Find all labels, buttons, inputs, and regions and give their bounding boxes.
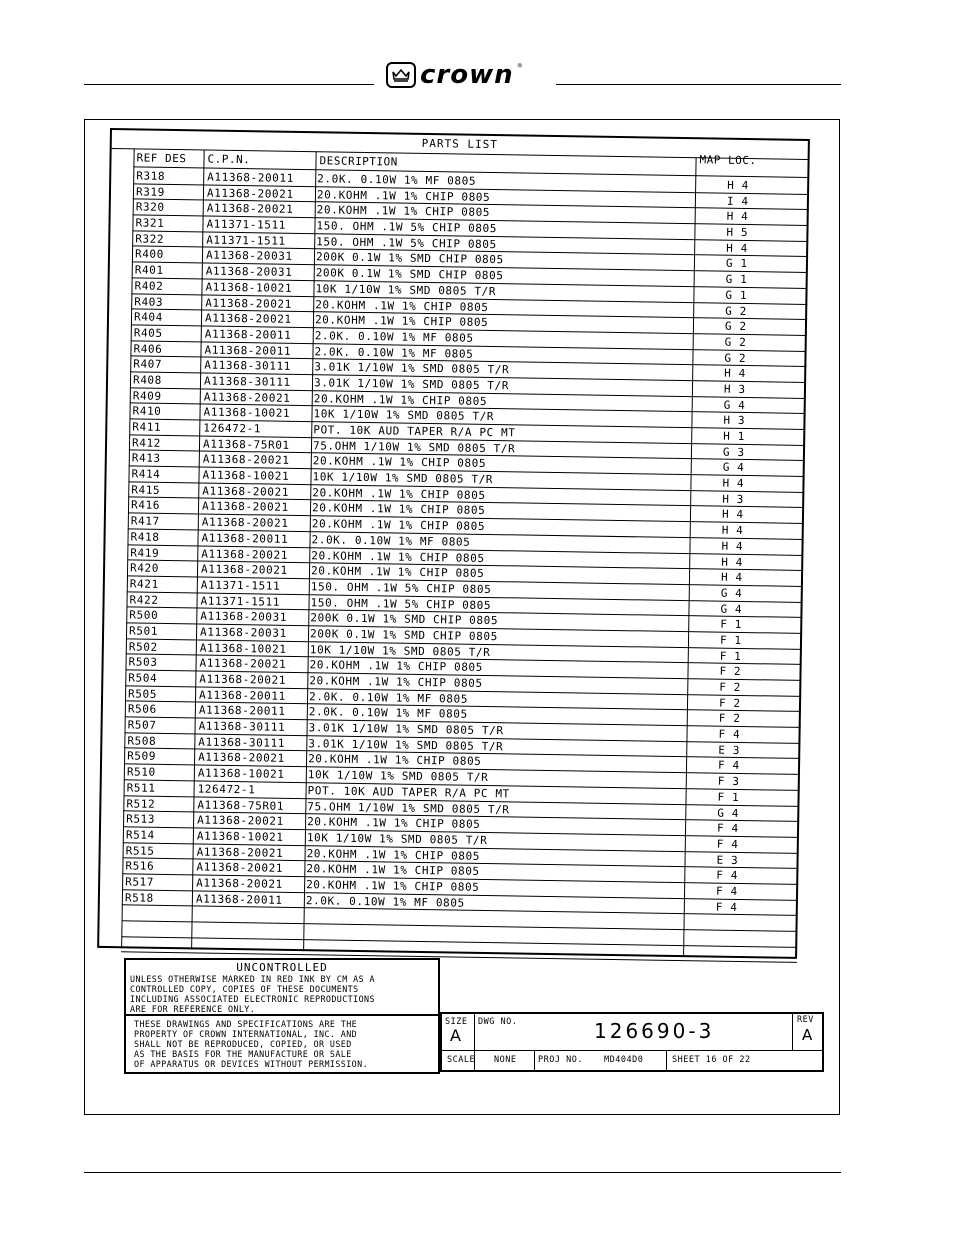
uncontrolled-line: INCLUDING ASSOCIATED ELECTRONIC REPRODUCTIONS (130, 994, 375, 1004)
ref-des-cell: R516 (125, 859, 155, 874)
cpn-cell: A11368-20021 (196, 845, 284, 860)
uncontrolled-line: CONTROLLED COPY, COPIES OF THESE DOCUMENTS (130, 984, 359, 994)
description-cell: 3.01K 1/10W 1% SMD 0805 T/R (308, 721, 504, 738)
description-cell: 2.0K. 0.10W 1% MF 0805 (317, 172, 477, 188)
ref-des-cell: R404 (133, 310, 164, 325)
ref-des-cell: R322 (135, 232, 165, 246)
map-loc-cell: F 3 (717, 774, 740, 789)
cpn-cell: A11368-20011 (198, 703, 286, 719)
description-cell: 20.KOHM .1W 1% CHIP 0805 (311, 501, 486, 518)
map-loc-cell: F 4 (716, 821, 739, 836)
cpn-cell: A11371-1511 (200, 594, 281, 609)
map-loc-cell: F 1 (719, 633, 742, 647)
ref-des-cell: R505 (128, 687, 158, 701)
description-cell: 200K 0.1W 1% SMD CHIP 0805 (309, 627, 498, 644)
map-loc-cell: G 2 (724, 351, 747, 365)
scale-value: NONE (494, 1055, 517, 1065)
proj-no-value: MD404D0 (604, 1055, 644, 1065)
cpn-cell: A11368-30111 (198, 719, 286, 734)
description-cell: 2.0K. 0.10W 1% MF 0805 (314, 329, 474, 345)
cpn-cell: A11368-20031 (205, 248, 293, 264)
description-cell: 2.0K. 0.10W 1% MF 0805 (314, 344, 474, 361)
logo-wordmark: crown (420, 60, 514, 90)
title-block-vline (792, 1014, 793, 1050)
size-value: A (450, 1026, 462, 1045)
sheet-number: SHEET 16 OF 22 (672, 1055, 751, 1065)
ref-des-cell: R319 (135, 185, 165, 199)
description-cell: 2.0K. 0.10W 1% MF 0805 (311, 533, 471, 549)
description-cell: 20.KOHM .1W 1% CHIP 0805 (311, 548, 485, 565)
cpn-cell: A11368-10021 (197, 766, 285, 781)
cpn-cell: A11368-20021 (196, 860, 284, 876)
description-cell: 150. OHM .1W 5% CHIP 0805 (310, 580, 492, 596)
ref-des-cell: R503 (128, 655, 158, 670)
uncontrolled-line: UNLESS OTHERWISE MARKED IN RED INK BY CM AS A (130, 974, 375, 984)
map-loc-cell: G 4 (720, 586, 743, 600)
property-notice (124, 1016, 440, 1074)
description-cell: 10K 1/10W 1% SMD 0805 T/R (306, 831, 488, 847)
ref-des-cell: R321 (135, 216, 165, 230)
description-cell: 2.0K. 0.10W 1% MF 0805 (308, 705, 468, 722)
cpn-cell: A11368-20021 (200, 562, 288, 578)
cpn-cell: A11368-20011 (199, 688, 286, 703)
property-line: THESE DRAWINGS AND SPECIFICATIONS ARE THE (134, 1019, 358, 1029)
description-cell: 20.KOHM .1W 1% CHIP 0805 (306, 846, 481, 863)
cpn-cell: A11368-20011 (207, 170, 295, 185)
map-loc-cell: H 4 (724, 366, 746, 381)
cpn-cell: A11371-1511 (206, 217, 287, 232)
rev-value: A (802, 1026, 813, 1044)
ref-des-cell: R421 (129, 577, 159, 591)
map-loc-cell: H 4 (721, 508, 744, 522)
ref-des-cell: R417 (130, 514, 160, 528)
map-loc-cell: F 4 (715, 884, 738, 898)
ref-des-cell: R412 (131, 436, 162, 450)
ref-des-cell: R400 (134, 247, 165, 262)
ref-des-cell: R514 (125, 828, 155, 842)
description-cell: 3.01K 1/10W 1% SMD 0805 T/R (313, 376, 510, 393)
uncontrolled-title: UNCONTROLLED (236, 961, 328, 974)
cpn-cell: A11368-10021 (205, 280, 293, 295)
map-loc-cell: F 4 (717, 759, 740, 773)
cpn-cell: A11368-20021 (199, 672, 287, 687)
cpn-cell: A11368-20021 (201, 515, 289, 530)
cpn-cell: A11368-20021 (201, 546, 289, 562)
description-cell: 20.KOHM .1W 1% CHIP 0805 (306, 862, 480, 879)
uncontrolled-notice (124, 958, 440, 1016)
ref-des-cell: R515 (125, 843, 155, 858)
cpn-cell: A11368-75R01 (202, 437, 290, 452)
description-cell: 20.KOHM .1W 1% CHIP 0805 (309, 674, 483, 690)
map-loc-cell: H 4 (726, 210, 749, 224)
description-cell: 20.KOHM .1W 1% CHIP 0805 (310, 564, 485, 581)
proj-no-label: PROJ NO. (538, 1055, 583, 1065)
ref-des-cell: R407 (133, 357, 163, 372)
description-cell: 20.KOHM .1W 1% CHIP 0805 (316, 187, 491, 204)
uncontrolled-line: ARE FOR REFERENCE ONLY. (130, 1004, 256, 1014)
ref-des-cell: R415 (131, 483, 161, 497)
ref-des-cell: R414 (131, 467, 161, 481)
cpn-cell: A11368-20021 (205, 296, 293, 311)
map-loc-cell: G 2 (724, 335, 747, 349)
cpn-cell: A11368-20031 (200, 609, 288, 625)
ref-des-cell: R509 (127, 749, 157, 764)
ref-des-cell: R511 (126, 781, 156, 795)
cpn-cell: A11371-1511 (200, 578, 281, 593)
map-loc-cell: F 4 (715, 900, 738, 914)
description-cell: 200K 0.1W 1% SMD CHIP 0805 (310, 611, 499, 628)
parts-list-sheet (97, 128, 810, 959)
map-loc-cell: H 4 (727, 178, 749, 193)
map-loc-cell: G 4 (722, 461, 745, 475)
cpn-cell: A11368-20021 (196, 876, 283, 891)
ref-des-cell: R512 (126, 796, 156, 811)
cpn-cell: A11368-20021 (202, 452, 290, 468)
description-cell: 200K 0.1W 1% SMD CHIP 0805 (315, 250, 504, 267)
cpn-cell: A11368-20031 (199, 625, 287, 640)
map-loc-cell: G 2 (725, 304, 747, 318)
rev-label: REV (797, 1015, 814, 1025)
description-cell: 20.KOHM .1W 1% CHIP 0805 (312, 485, 486, 502)
map-loc-cell: G 4 (717, 806, 740, 820)
ref-des-cell: R318 (136, 169, 166, 183)
cpn-cell: A11368-20021 (199, 656, 287, 672)
cpn-cell: A11368-20021 (206, 186, 294, 201)
map-loc-cell: H 1 (723, 429, 746, 444)
description-cell: 10K 1/10W 1% SMD 0805 T/R (309, 642, 491, 659)
cpn-cell: A11368-30111 (198, 735, 286, 750)
map-loc-cell: F 2 (719, 664, 742, 679)
map-loc-cell: G 3 (722, 445, 745, 459)
ref-des-cell: R411 (132, 420, 162, 434)
map-loc-cell: G 1 (725, 257, 748, 271)
description-cell: 75.OHM 1/10W 1% SMD 0805 T/R (307, 799, 510, 816)
cpn-cell: A11368-20011 (201, 531, 289, 546)
description-cell: POT. 10K AUD TAPER R/A PC MT (307, 783, 510, 801)
ref-des-cell: R501 (129, 624, 159, 638)
description-cell: 2.0K. 0.10W 1% MF 0805 (305, 893, 465, 910)
map-loc-cell: H 3 (722, 492, 745, 506)
ref-des-cell: R508 (127, 734, 157, 748)
description-cell: 20.KOHM .1W 1% CHIP 0805 (314, 313, 489, 330)
parts-list-title: PARTS LIST (421, 136, 498, 152)
description-cell: 20.KOHM .1W 1% CHIP 0805 (311, 517, 486, 534)
ref-des-cell: R517 (125, 875, 155, 889)
ref-des-cell: R413 (131, 451, 161, 466)
description-cell: 20.KOHM .1W 1% CHIP 0805 (308, 752, 482, 769)
map-loc-cell: F 2 (718, 712, 741, 726)
description-cell: 75.OHM 1/10W 1% SMD 0805 T/R (312, 438, 516, 456)
cpn-cell: A11368-20021 (202, 484, 290, 499)
description-cell: 10K 1/10W 1% SMD 0805 T/R (307, 768, 489, 785)
cpn-cell: A11368-10021 (199, 641, 287, 656)
map-loc-cell: E 3 (718, 743, 741, 757)
property-line: SHALL NOT BE REPRODUCED, COPIED, OR USED (134, 1039, 352, 1049)
header-rule-right (556, 84, 841, 85)
description-cell: 20.KOHM .1W 1% CHIP 0805 (315, 297, 489, 314)
map-loc-cell: F 2 (718, 696, 741, 710)
map-loc-cell: F 1 (719, 649, 742, 663)
ref-des-cell: R408 (132, 373, 163, 387)
scale-label: SCALE (447, 1055, 476, 1065)
map-loc-cell: G 4 (723, 398, 746, 412)
cpn-cell: A11368-20021 (198, 750, 285, 766)
description-cell: 200K 0.1W 1% SMD CHIP 0805 (315, 266, 504, 283)
description-cell: 10K 1/10W 1% SMD 0805 T/R (315, 282, 497, 298)
dwg-no-value: 126690-3 (594, 1019, 715, 1043)
map-loc-cell: F 4 (716, 837, 739, 851)
map-loc-cell: F 4 (716, 868, 739, 883)
ref-des-cell: R518 (124, 890, 154, 905)
map-loc-cell: F 1 (717, 790, 740, 804)
ref-des-cell: R402 (134, 279, 164, 293)
ref-des-cell: R504 (128, 671, 158, 685)
map-loc-cell: H 3 (723, 382, 746, 396)
registered-mark: ® (517, 62, 522, 70)
map-loc-cell: I 4 (726, 194, 749, 208)
footer-rule (84, 1172, 841, 1173)
col-header-desc: DESCRIPTION (319, 154, 398, 169)
description-cell: POT. 10K AUD TAPER R/A PC MT (313, 423, 516, 440)
description-cell: 20.KOHM .1W 1% CHIP 0805 (309, 658, 484, 675)
cpn-cell: A11368-20021 (204, 311, 292, 327)
ref-des-cell: R409 (132, 389, 162, 403)
ref-des-cell: R405 (133, 326, 163, 340)
ref-des-cell: R513 (126, 812, 156, 826)
ref-des-cell: R506 (127, 702, 157, 717)
description-cell: 20.KOHM .1W 1% CHIP 0805 (313, 391, 488, 408)
cpn-cell: 126472-1 (203, 421, 262, 436)
ref-des-cell: R406 (133, 341, 163, 356)
cpn-cell: A11368-20031 (205, 264, 293, 280)
description-cell: 10K 1/10W 1% SMD 0805 T/R (312, 470, 494, 487)
map-loc-cell: H 4 (720, 570, 743, 585)
map-loc-cell: H 4 (721, 555, 744, 569)
map-loc-cell: H 5 (726, 225, 749, 240)
cpn-cell: A11368-10021 (202, 468, 290, 483)
description-cell: 10K 1/10W 1% SMD 0805 T/R (313, 407, 495, 424)
cpn-cell: A11368-20021 (197, 813, 284, 829)
description-cell: 20.KOHM .1W 1% CHIP 0805 (306, 878, 480, 894)
map-loc-cell: G 1 (725, 272, 748, 287)
cpn-cell: A11368-30111 (203, 374, 291, 389)
ref-des-cell: R410 (132, 404, 162, 419)
crown-icon (386, 62, 416, 88)
ref-des-cell: R401 (134, 263, 164, 277)
ref-des-cell: R403 (134, 294, 164, 309)
description-cell: 20.KOHM .1W 1% CHIP 0805 (312, 454, 487, 471)
ref-des-cell: R510 (126, 765, 156, 779)
map-loc-cell: G 1 (725, 288, 748, 302)
cpn-cell: A11368-20021 (203, 390, 291, 405)
ref-des-cell: R500 (129, 608, 159, 623)
map-loc-cell: F 2 (719, 680, 742, 694)
property-line: AS THE BASIS FOR THE MANUFACTURE OR SALE (134, 1049, 352, 1059)
map-loc-cell: H 4 (722, 476, 745, 491)
map-loc-cell: G 2 (724, 319, 747, 334)
cpn-cell: A11368-20011 (204, 327, 292, 342)
crown-logo (386, 60, 522, 90)
title-block (440, 1012, 824, 1072)
property-line: PROPERTY OF CROWN INTERNATIONAL, INC. AND (134, 1029, 358, 1039)
ref-des-cell: R420 (129, 561, 160, 576)
map-loc-cell: H 4 (721, 523, 744, 538)
cpn-cell: A11368-20011 (204, 343, 292, 358)
col-header-cpn: C.P.N. (207, 152, 251, 167)
map-loc-cell: H 3 (723, 413, 746, 428)
cpn-cell: A11371-1511 (206, 233, 286, 248)
ref-des-cell: R419 (130, 545, 160, 560)
description-cell: 150. OHM .1W 5% CHIP 0805 (316, 235, 497, 251)
ref-des-cell: R416 (130, 498, 161, 513)
cpn-cell: A11368-20021 (206, 201, 294, 217)
cpn-cell: A11368-20021 (201, 499, 289, 515)
cpn-cell: 126472-1 (197, 782, 256, 797)
map-loc-cell: F 4 (718, 727, 741, 742)
header-rule-left (84, 84, 374, 85)
map-loc-cell: H 4 (726, 241, 748, 255)
title-block-hline (442, 1050, 822, 1051)
size-label: SIZE (445, 1017, 468, 1027)
cpn-cell: A11368-30111 (204, 358, 292, 374)
description-cell: 20.KOHM .1W 1% CHIP 0805 (307, 815, 481, 832)
parts-list-rows (121, 168, 809, 963)
description-cell: 3.01K 1/10W 1% SMD 0805 T/R (314, 360, 510, 377)
description-cell: 3.01K 1/10W 1% SMD 0805 T/R (308, 736, 504, 754)
title-block-vline (666, 1050, 667, 1070)
property-line: OF APPARATUS OR DEVICES WITHOUT PERMISSION. (134, 1059, 369, 1069)
ref-des-cell: R418 (130, 530, 160, 544)
ref-des-cell: R502 (128, 639, 158, 654)
description-cell: 150. OHM .1W 5% CHIP 0805 (316, 219, 498, 236)
description-cell: 2.0K. 0.10W 1% MF 0805 (308, 689, 469, 706)
map-loc-cell: G 4 (720, 602, 743, 616)
map-loc-cell: H 4 (721, 539, 744, 553)
map-loc-cell: F 1 (720, 617, 743, 632)
dwg-no-label: DWG NO. (478, 1017, 518, 1027)
map-loc-cell: E 3 (716, 853, 739, 867)
col-header-ref: REF DES (136, 151, 187, 166)
cpn-cell: A11368-10021 (203, 405, 291, 421)
description-cell: 150. OHM .1W 5% CHIP 0805 (310, 595, 492, 612)
col-header-map: MAP LOC. (699, 153, 757, 168)
cpn-cell: A11368-75R01 (197, 797, 285, 813)
cpn-cell: A11368-20011 (195, 892, 283, 907)
description-cell: 20.KOHM .1W 1% CHIP 0805 (316, 203, 491, 220)
cpn-cell: A11368-10021 (196, 829, 284, 844)
ref-des-cell: R507 (127, 718, 157, 732)
title-block-vline (534, 1050, 535, 1070)
ref-des-cell: R320 (135, 200, 165, 215)
ref-des-cell: R422 (129, 592, 159, 607)
